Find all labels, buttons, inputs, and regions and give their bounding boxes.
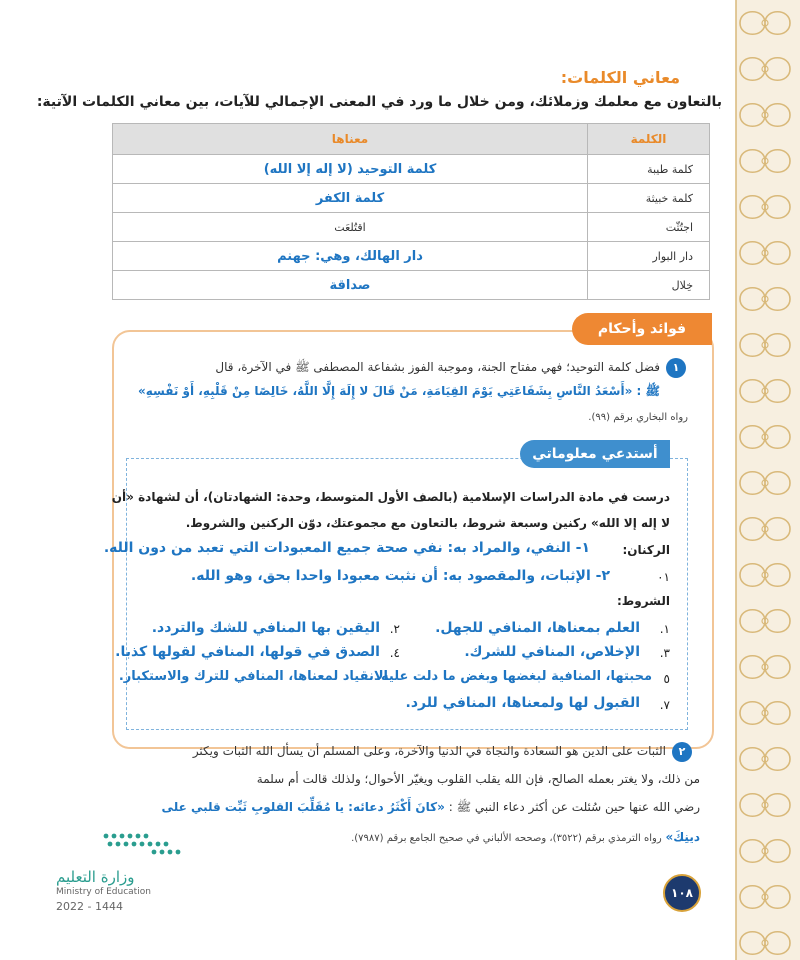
- condition-7-number: ٧.: [659, 698, 670, 712]
- row-word: كلمة خبيثة: [588, 184, 710, 213]
- row-word: كلمة طيبة: [588, 155, 710, 184]
- ministry-name-ar: وزارة التعليم: [56, 868, 135, 886]
- table-row: [113, 271, 710, 300]
- condition-4-answer: الصدق في قولها، المنافي لقولها كذبا.: [115, 644, 380, 660]
- row-word: خِلال: [588, 271, 710, 300]
- ministry-logo-icon: [96, 826, 192, 862]
- condition-3-answer: الإخلاص، المنافي للشرك.: [464, 644, 640, 660]
- row-meaning: كلمة الكفر: [113, 184, 588, 213]
- decorative-border: [730, 0, 800, 960]
- word-meaning-table: [112, 123, 710, 300]
- item2-line4: [351, 830, 700, 844]
- condition-4-number: ٤.: [389, 646, 400, 660]
- item2-line2: من ذلك، ولا يغتر بعمله الصالح، فإن الله يقلب القلوب ويغيّر الأحوال؛ ولذلك قالت أم سلمة: [256, 772, 700, 786]
- item2-line3: [162, 800, 700, 817]
- pillar-2-answer: ٢- الإثبات، والمقصود به: أن نثبت معبودا واحدا بحق، وهو الله.: [190, 568, 610, 584]
- table-row: [113, 213, 710, 242]
- condition-5-answer: محبتها، المنافية لبغضها وبغض ما دلت عليه.: [376, 669, 652, 684]
- header-meaning: معناها: [113, 124, 588, 155]
- condition-7-answer: القبول لها ولمعناها، المنافي للرد.: [405, 695, 640, 711]
- page-number: ١٠٨: [663, 874, 701, 912]
- table-row: [113, 242, 710, 271]
- pillar-1-answer: ١- النفي، والمراد به: نفي صحة جميع المعبودات التي تعبد من دون الله.: [103, 540, 590, 556]
- condition-5-number: ٥: [663, 672, 670, 686]
- instruction-text: بالتعاون مع معلمك وزملائك، ومن خلال ما ورد في المعنى الإجمالي للآيات، بين معاني الكلمات الآتية:: [36, 94, 722, 110]
- item-number-badge: ٢: [672, 742, 692, 762]
- item2-line3-intro: رضي الله عنها حين سُئلت عن أكثر دعاء النبي ﷺ :: [448, 800, 700, 814]
- ministry-name-en: Ministry of Education: [56, 887, 151, 897]
- pillar-2-number: ٠١: [657, 570, 670, 584]
- conditions-label: الشروط:: [616, 594, 670, 608]
- item1-line1: فضل كلمة التوحيد؛ فهي مفتاح الجنة، وموجبة الفوز بشفاعة المصطفى ﷺ في الآخرة، قال: [215, 360, 660, 374]
- recall-title: أستدعي معلوماتي: [520, 440, 670, 468]
- condition-3-number: ٣.: [659, 646, 670, 660]
- condition-1-number: ١.: [659, 622, 670, 636]
- table-row: [113, 184, 710, 213]
- item-number-badge: ١: [666, 358, 686, 378]
- row-word: دار البوار: [588, 242, 710, 271]
- condition-6-answer: الانقياد لمعناها، المنافي للترك والاستكبار.: [118, 669, 388, 684]
- item2-reference: رواه الترمذي برقم (٣٥٢٢)، وصححه الألباني في صحيح الجامع برقم (٧٩٨٧).: [351, 833, 662, 844]
- item1-hadith: ﷺ : «أَسْعَدُ النَّاسِ بِشَفَاعَتِي يَوْمَ القِيَامَةِ، مَنْ قَالَ لا إِلَهَ إِلَّا اللَّهُ، خَالِصًا مِنْ قَلْبِهِ، أَوْ نَفْسِهِ»: [137, 384, 660, 398]
- condition-2-answer: اليقين بها المنافي للشك والتردد.: [151, 620, 380, 636]
- row-word: اجتُثّت: [588, 213, 710, 242]
- edition-year: 2022 - 1444: [56, 900, 123, 913]
- section-title: معاني الكلمات:: [560, 68, 680, 87]
- item2-hadith-part1: «كانَ أَكْثَرُ دعائه: يا مُقَلِّبَ القلوبِ ثَبِّت قلبي على: [161, 800, 445, 814]
- recall-intro-line2: لا إله إلا الله» ركنين وسبعة شروط، بالتعاون مع مجموعتك، دوّن الركنين والشروط.: [185, 516, 670, 530]
- condition-1-answer: العلم بمعناها، المنافي للجهل.: [435, 620, 640, 636]
- row-meaning: اقتُلعَت: [113, 213, 588, 242]
- condition-2-number: ٢.: [389, 622, 400, 636]
- table-header-row: [113, 124, 710, 155]
- row-meaning: صداقة: [113, 271, 588, 300]
- header-word: الكلمة: [588, 124, 710, 155]
- item1-reference: رواه البخاري برقم (٩٩).: [588, 412, 688, 423]
- benefits-title: فوائد وأحكام: [572, 313, 712, 345]
- table-row: [113, 155, 710, 184]
- pillars-label: الركنان:: [622, 543, 670, 557]
- item2-hadith-part2: دينِكَ»: [665, 830, 700, 844]
- row-meaning: دار الهالك، وهي: جهنم: [113, 242, 588, 271]
- item2-line1: الثبات على الدين هو السعادة والنجاة في الدنيا والآخرة، وعلى المسلم أن يسأل الله الثبات ويكثر: [192, 744, 666, 758]
- recall-intro-line1: درست في مادة الدراسات الإسلامية (بالصف الأول المتوسط، وحدة: الشهادتان)، أن لشهادة «أن: [111, 490, 670, 504]
- row-meaning: كلمة التوحيد (لا إله إلا الله): [113, 155, 588, 184]
